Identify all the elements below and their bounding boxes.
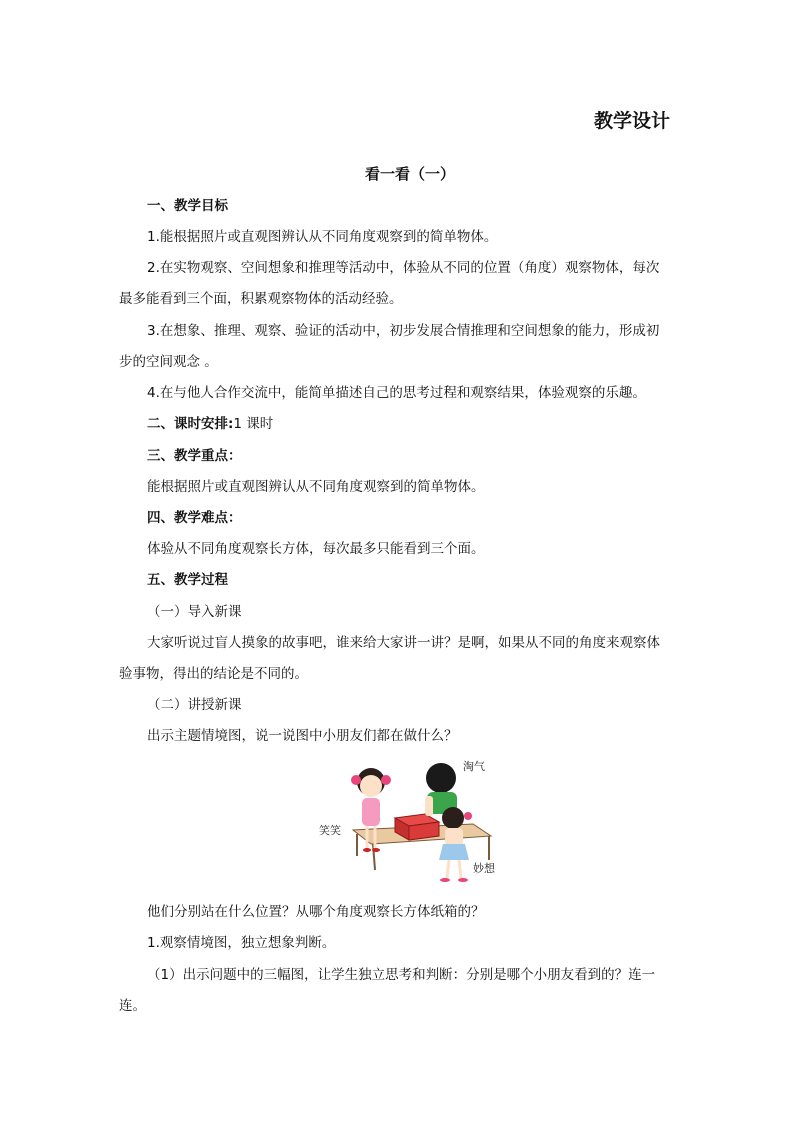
label-taoqi: 淘气 <box>463 760 485 773</box>
show-scene-text: 出示主题情境图，说一说图中小朋友们都在做什么？ <box>147 728 458 744</box>
doc-title: 看一看（一） <box>364 165 455 183</box>
section-heading-schedule: 二、课时安排: <box>147 416 234 432</box>
difficult-point-text: 体验从不同角度观察长方体，每次最多只能看到三个面。 <box>147 541 485 557</box>
label-xiaoxiao: 笑笑 <box>319 824 341 837</box>
step-1-1-line-2: 连。 <box>119 998 146 1014</box>
goal-1: 1.能根据照片或直观图辨认从不同角度观察到的简单物体。 <box>147 229 498 245</box>
boy-hair <box>426 763 456 793</box>
intro-line-2: 验事物，得出的结论是不同的。 <box>119 666 308 682</box>
section-heading-difficulties: 四、教学难点： <box>147 510 242 526</box>
hair-bow <box>351 775 361 785</box>
subsection-intro: （一）导入新课 <box>147 604 242 620</box>
hair-bow <box>381 775 391 785</box>
scene-drawing <box>313 752 513 890</box>
intro-line-1: 大家听说过盲人摸象的故事吧，谁来给大家讲一讲？是啊，如果从不同的角度来观察体 <box>147 635 660 651</box>
section-heading-process: 五、教学过程 <box>147 572 228 588</box>
girl2-top <box>445 828 463 846</box>
section-schedule <box>147 415 273 433</box>
goal-2-line-2: 最多能看到三个面，积累观察物体的活动经验。 <box>119 291 403 307</box>
goal-3-line-1: 3.在想象、推理、观察、验证的活动中，初步发展合情推理和空间想象的能力，形成初 <box>147 323 660 339</box>
girl2-skirt <box>439 844 469 860</box>
step-1-1-line-1: （1）出示问题中的三幅图，让学生独立思考和判断：分别是哪个小朋友看到的？连一 <box>147 967 656 983</box>
goal-2-line-1: 2.在实物观察、空间想象和推理等活动中，体验从不同的位置（角度）观察物体，每次 <box>147 260 660 276</box>
girl2-hair <box>442 807 464 829</box>
question-text: 他们分别站在什么位置？从哪个角度观察长方体纸箱的？ <box>147 904 485 920</box>
doc-header: 教学设计 <box>594 110 671 132</box>
section-heading-goals: 一、教学目标 <box>147 198 228 214</box>
goal-4: 4.在与他人合作交流中，能简单描述自己的思考过程和观察结果，体验观察的乐趣。 <box>147 385 646 401</box>
scene-illustration <box>313 752 513 890</box>
schedule-value: 1 课时 <box>233 416 274 432</box>
girl-dress <box>362 798 380 826</box>
subsection-new-lesson: （二）讲授新课 <box>147 697 242 713</box>
section-heading-key-points: 三、教学重点： <box>147 448 242 464</box>
goal-3-line-2: 步的空间观念 。 <box>119 354 218 370</box>
key-point-text: 能根据照片或直观图辨认从不同角度观察到的简单物体。 <box>147 479 485 495</box>
label-miaoxiang: 妙想 <box>473 862 495 875</box>
step-1: 1.观察情境图，独立想象判断。 <box>147 935 336 951</box>
girl-face <box>360 775 382 797</box>
